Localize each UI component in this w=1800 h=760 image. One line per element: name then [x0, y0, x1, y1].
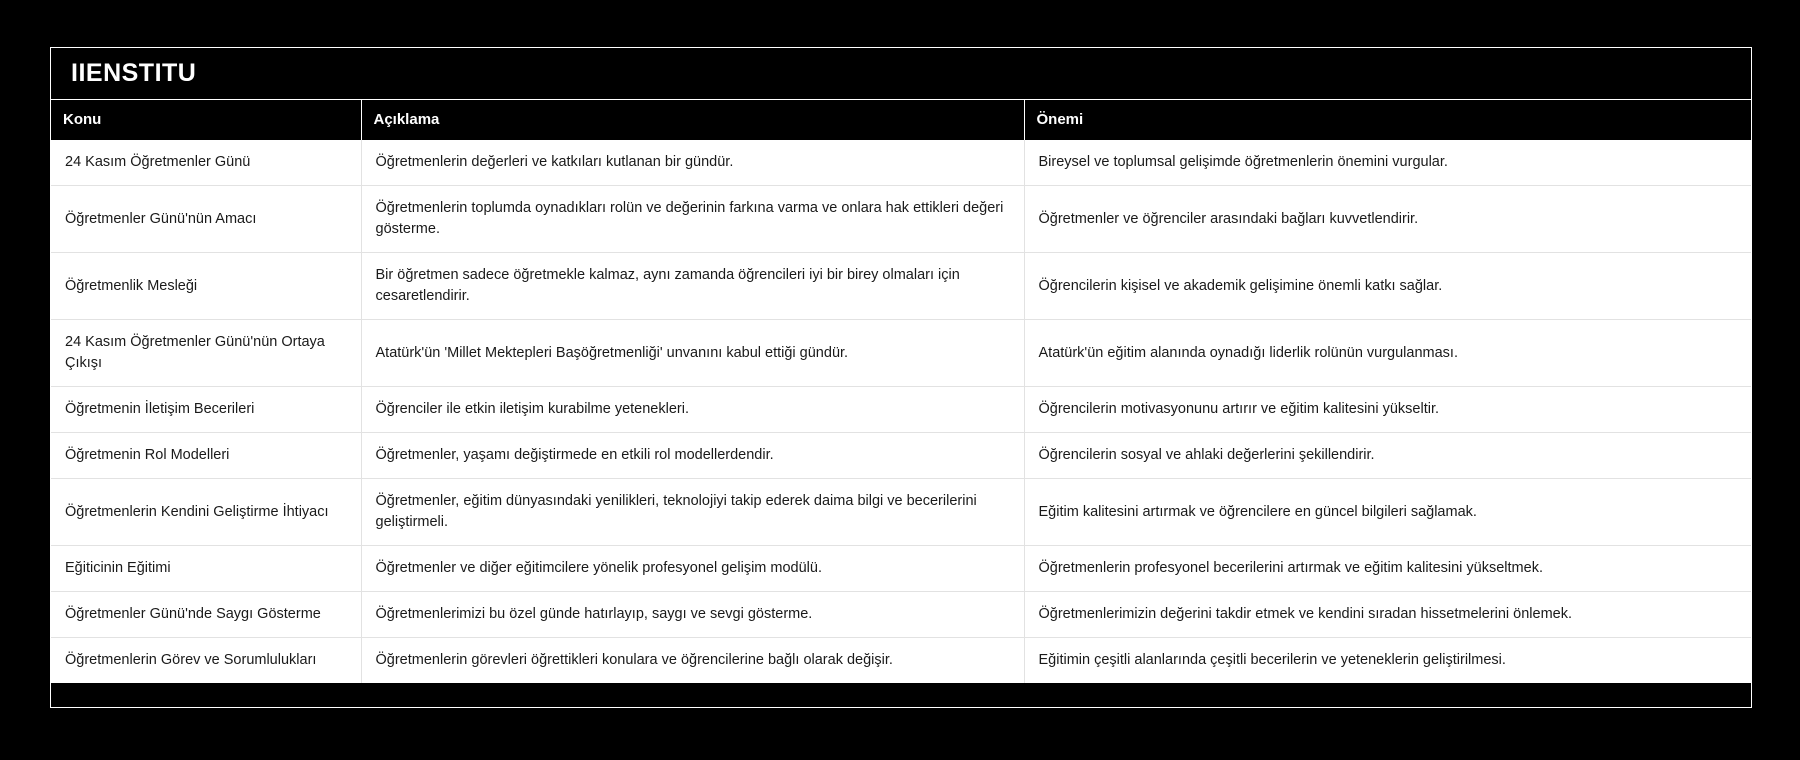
cell-onemi: Atatürk'ün eğitim alanında oynadığı liderlik rolünün vurgulanması.: [1024, 320, 1751, 387]
column-header-aciklama: Açıklama: [361, 100, 1024, 140]
cell-aciklama: Atatürk'ün 'Millet Mektepleri Başöğretmenliği' unvanını kabul ettiği gündür.: [361, 320, 1024, 387]
table-body: [51, 140, 1751, 683]
cell-aciklama: Öğretmenlerin toplumda oynadıkları rolün ve değerinin farkına varma ve onlara hak ettikleri değeri gösterme.: [361, 186, 1024, 253]
cell-onemi: Eğitim kalitesini artırmak ve öğrencilere en güncel bilgileri sağlamak.: [1024, 479, 1751, 546]
table-row: [51, 638, 1751, 684]
cell-konu: 24 Kasım Öğretmenler Günü'nün Ortaya Çıkışı: [51, 320, 361, 387]
info-table: [51, 100, 1751, 683]
table-row: [51, 140, 1751, 186]
table-row: [51, 592, 1751, 638]
cell-konu: 24 Kasım Öğretmenler Günü: [51, 140, 361, 186]
table-header-row: [51, 100, 1751, 140]
cell-aciklama: Öğretmenlerin görevleri öğrettikleri konulara ve öğrencilerine bağlı olarak değişir.: [361, 638, 1024, 684]
column-header-konu: Konu: [51, 100, 361, 140]
cell-onemi: Öğrencilerin motivasyonunu artırır ve eğitim kalitesini yükseltir.: [1024, 387, 1751, 433]
cell-onemi: Bireysel ve toplumsal gelişimde öğretmenlerin önemini vurgular.: [1024, 140, 1751, 186]
cell-aciklama: Öğrenciler ile etkin iletişim kurabilme yetenekleri.: [361, 387, 1024, 433]
table-row: [51, 186, 1751, 253]
table-row: [51, 479, 1751, 546]
cell-onemi: Öğretmenlerin profesyonel becerilerini artırmak ve eğitim kalitesini yükseltmek.: [1024, 546, 1751, 592]
cell-aciklama: Öğretmenler, yaşamı değiştirmede en etkili rol modellerdendir.: [361, 433, 1024, 479]
column-header-onemi: Önemi: [1036, 111, 1084, 128]
cell-aciklama: Öğretmenlerin değerleri ve katkıları kutlanan bir gündür.: [361, 140, 1024, 186]
cell-konu: Öğretmenler Günü'nde Saygı Gösterme: [51, 592, 361, 638]
content-card: [50, 47, 1752, 708]
table-row: [51, 433, 1751, 479]
table-row: [51, 253, 1751, 320]
cell-konu: Öğretmenler Günü'nün Amacı: [51, 186, 361, 253]
cell-onemi: Öğrencilerin sosyal ve ahlaki değerlerini şekillendirir.: [1024, 433, 1751, 479]
cell-aciklama: Öğretmenlerimizi bu özel günde hatırlayıp, saygı ve sevgi gösterme.: [361, 592, 1024, 638]
brand-title: IIENSTITU: [71, 59, 197, 87]
cell-konu: Öğretmenlik Mesleği: [51, 253, 361, 320]
cell-aciklama: Öğretmenler ve diğer eğitimcilere yönelik profesyonel gelişim modülü.: [361, 546, 1024, 592]
cell-konu: Öğretmenin İletişim Becerileri: [51, 387, 361, 433]
cell-onemi: Öğrencilerin kişisel ve akademik gelişimine önemli katkı sağlar.: [1024, 253, 1751, 320]
table-row: [51, 546, 1751, 592]
cell-onemi: Öğretmenlerimizin değerini takdir etmek ve kendini sıradan hissetmelerini önlemek.: [1024, 592, 1751, 638]
cell-aciklama: Bir öğretmen sadece öğretmekle kalmaz, aynı zamanda öğrencileri iyi bir birey olmaları için cesaretlendirir.: [361, 253, 1024, 320]
cell-konu: Öğretmenin Rol Modelleri: [51, 433, 361, 479]
table-row: [51, 387, 1751, 433]
cell-konu: Eğiticinin Eğitimi: [51, 546, 361, 592]
cell-onemi: Öğretmenler ve öğrenciler arasındaki bağları kuvvetlendirir.: [1024, 186, 1751, 253]
cell-konu: Öğretmenlerin Kendini Geliştirme İhtiyacı: [51, 479, 361, 546]
table-row: [51, 320, 1751, 387]
cell-onemi: Eğitimin çeşitli alanlarında çeşitli becerilerin ve yeteneklerin geliştirilmesi.: [1024, 638, 1751, 684]
brand-bar: [51, 48, 1751, 100]
cell-konu: Öğretmenlerin Görev ve Sorumlulukları: [51, 638, 361, 684]
cell-aciklama: Öğretmenler, eğitim dünyasındaki yenilikleri, teknolojiyi takip ederek daima bilgi ve becerilerini geliştirmeli.: [361, 479, 1024, 546]
table-header: [51, 100, 1751, 140]
